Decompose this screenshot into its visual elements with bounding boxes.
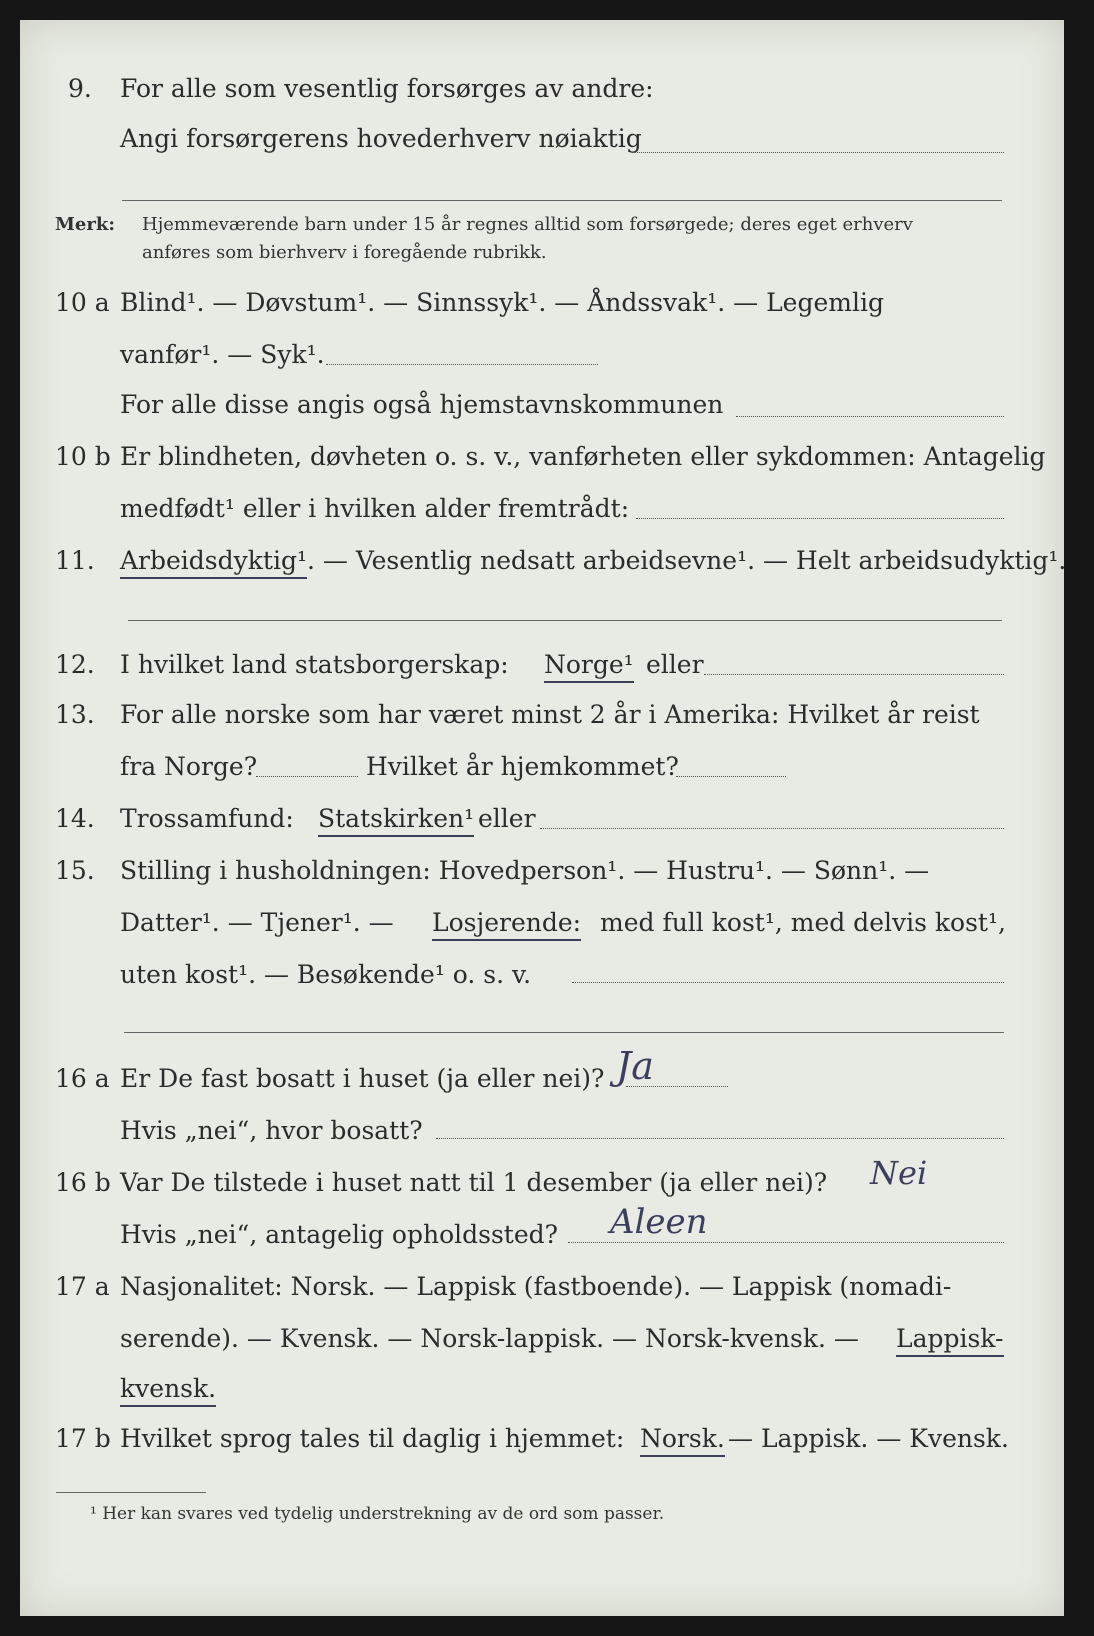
- question-text: Hvis „nei“, hvor bosatt?: [120, 1116, 423, 1145]
- question-text: eller: [478, 804, 536, 833]
- handwritten-answer: Aleen: [610, 1202, 708, 1242]
- footnote-rule: [56, 1492, 206, 1493]
- question-16b-line2: [0, 1220, 1094, 1260]
- question-number: 13.: [55, 700, 95, 729]
- answer-rule: [124, 1032, 1004, 1033]
- question-text: Datter¹. — Tjener¹. —: [120, 908, 394, 937]
- question-text: For alle norske som har været minst 2 år i Amerika: Hvilket år reist: [120, 700, 980, 729]
- question-number: 16 b: [55, 1168, 111, 1197]
- question-10b-line1: [0, 442, 1094, 482]
- question-9-line1: [0, 74, 1094, 114]
- underlined-answer: Lappisk-: [896, 1324, 1004, 1357]
- question-text: medfødt¹ eller i hvilken alder fremtrådt:: [120, 494, 630, 523]
- question-10b-line2: [0, 494, 1094, 534]
- question-14: [0, 804, 1094, 844]
- question-text: For alle som vesentlig forsørges av andre:: [120, 74, 654, 103]
- answer-line: [572, 982, 1004, 983]
- question-text: Hvilket sprog tales til daglig i hjemmet:: [120, 1424, 625, 1453]
- question-15-line1: [0, 856, 1094, 896]
- question-text: Hvis „nei“, antagelig opholdssted?: [120, 1220, 559, 1249]
- question-15-line3: [0, 960, 1094, 1000]
- question-number: 10 b: [55, 442, 111, 471]
- underlined-answer: Norsk.: [640, 1424, 725, 1457]
- question-text: Er blindheten, døvheten o. s. v., vanførheten eller sykdommen: Antagelig: [120, 442, 1046, 471]
- question-10a-line3: [0, 390, 1094, 430]
- question-15-line2: [0, 908, 1094, 948]
- question-text: Stilling i husholdningen: Hovedperson¹. — Hustru¹. — Sønn¹. —: [120, 856, 930, 885]
- question-text: med full kost¹, med delvis kost¹,: [600, 908, 1006, 937]
- answer-line: [676, 776, 786, 777]
- question-text: [120, 546, 1066, 575]
- footnote: ¹ Her kan svares ved tydelig understrekning av de ord som passer.: [90, 1504, 665, 1524]
- question-12: [0, 650, 1094, 690]
- question-17a-line2: [0, 1324, 1094, 1364]
- question-text: Var De tilstede i huset natt til 1 desember (ja eller nei)?: [120, 1168, 828, 1197]
- question-text: Hvilket år hjemkommet?: [366, 752, 679, 781]
- question-text: fra Norge?: [120, 752, 258, 781]
- answer-line: [540, 828, 1004, 829]
- answer-line: [736, 416, 1004, 417]
- question-text: Er De fast bosatt i huset (ja eller nei)?: [120, 1064, 605, 1093]
- note-label: Merk:: [55, 214, 115, 235]
- handwritten-answer: Ja: [616, 1044, 654, 1088]
- question-text: vanfør¹. — Syk¹.: [120, 340, 325, 369]
- question-text: eller: [646, 650, 704, 679]
- question-text: uten kost¹. — Besøkende¹ o. s. v.: [120, 960, 532, 989]
- question-text: — Lappisk. — Kvensk.: [728, 1424, 1009, 1453]
- question-9-line2: [0, 124, 1094, 164]
- answer-line: [568, 1242, 1004, 1243]
- question-10a-line2: [0, 340, 1094, 380]
- question-11: [0, 546, 1094, 586]
- answer-line: [632, 152, 1004, 153]
- question-number: 15.: [55, 856, 95, 885]
- question-17a-line3: [0, 1374, 1094, 1414]
- answer-line: [326, 364, 598, 365]
- answer-line: [256, 776, 358, 777]
- question-number: 17 b: [55, 1424, 111, 1453]
- underlined-answer: Losjerende:: [432, 908, 581, 941]
- question-10a-line1: [0, 288, 1094, 328]
- question-text-rest: . — Vesentlig nedsatt arbeidsevne¹. — Helt arbeidsudyktig¹.: [306, 546, 1067, 575]
- question-number: 17 a: [55, 1272, 110, 1301]
- question-number: 16 a: [55, 1064, 110, 1093]
- underlined-answer: kvensk.: [120, 1374, 216, 1407]
- question-16b-line1: [0, 1168, 1094, 1208]
- underlined-answer: Statskirken¹: [318, 804, 474, 837]
- question-number: 10 a: [55, 288, 110, 317]
- question-number: 14.: [55, 804, 95, 833]
- question-text: Trossamfund:: [120, 804, 294, 833]
- answer-rule: [128, 620, 1002, 621]
- question-17a-line1: [0, 1272, 1094, 1312]
- question-text: For alle disse angis også hjemstavnskommunen: [120, 390, 724, 419]
- underlined-answer: Arbeidsdyktig¹: [120, 546, 307, 579]
- question-13-line2: [0, 752, 1094, 792]
- question-text: I hvilket land statsborgerskap:: [120, 650, 509, 679]
- answer-rule: [122, 200, 1002, 201]
- question-17b: [0, 1424, 1094, 1464]
- note-text: anføres som bierhverv i foregående rubrikk.: [142, 242, 547, 263]
- question-13-line1: [0, 700, 1094, 740]
- question-text: Nasjonalitet: Norsk. — Lappisk (fastboende). — Lappisk (nomadi-: [120, 1272, 952, 1301]
- answer-line: [626, 1086, 728, 1087]
- handwritten-answer: Nei: [870, 1154, 928, 1192]
- answer-line: [704, 674, 1004, 675]
- note-text: Hjemmeværende barn under 15 år regnes alltid som forsørgede; deres eget erhverv: [142, 214, 913, 235]
- question-16a-line2: [0, 1116, 1094, 1156]
- answer-line: [436, 1138, 1004, 1139]
- question-text: Blind¹. — Døvstum¹. — Sinnssyk¹. — Åndssvak¹. — Legemlig: [120, 288, 884, 317]
- question-text: serende). — Kvensk. — Norsk-lappisk. — Norsk-kvensk. —: [120, 1324, 859, 1353]
- question-16a-line1: [0, 1064, 1094, 1104]
- question-number: 12.: [55, 650, 95, 679]
- underlined-answer: Norge¹: [544, 650, 634, 683]
- question-text: Angi forsørgerens hovederhverv nøiaktig: [120, 124, 642, 153]
- question-number: 11.: [55, 546, 95, 575]
- answer-line: [636, 518, 1004, 519]
- question-number: 9.: [68, 74, 92, 103]
